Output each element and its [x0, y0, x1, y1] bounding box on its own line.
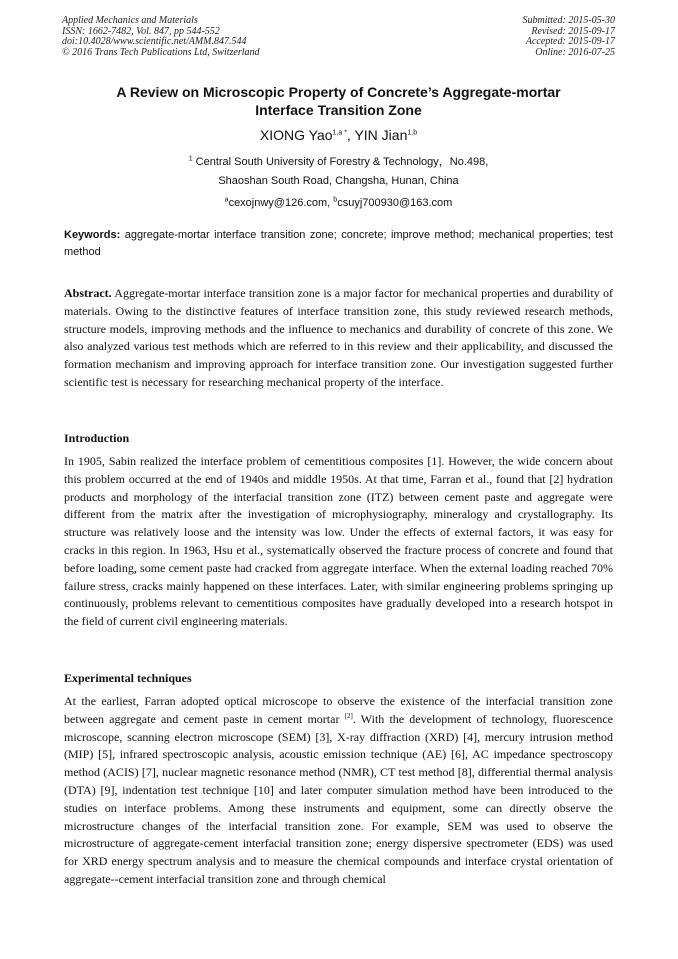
abstract	[64, 285, 613, 392]
author-2-affil: 1,b	[407, 129, 418, 137]
email-b-marker: b	[333, 196, 338, 204]
email-separator: ,	[327, 197, 334, 209]
affiliation-line-2: Shaoshan South Road, Changsha, Hunan, China	[218, 175, 459, 187]
keywords-text: aggregate-mortar interface transition zone; concrete; improve method; mechanical properties; test method	[64, 229, 613, 258]
affiliation-number: 1	[188, 155, 193, 163]
author-1: XIONG Yao	[259, 127, 333, 143]
abstract-label: Abstract.	[64, 286, 112, 300]
experimental-text-part-2: . With the development of technology, fluorescence microscope, scanning electron microscope (SEM) [3], X-ray diffraction (XRD) [4], mercury intrusion method (MIP) [5], infrared spectroscopic analysis, acoustic emission technique (AE) [6], AC impedance spectroscopy method (ACIS) [7], nuclear magnetic resonance method (NMR), CT test method [8], differential thermal analysis (DTA) [9], indentation test technique [10] and later computer simulation method have been introduced to the studies on interface problems. Among these instruments and equipment, some can directly observe the microstructure changes of the interfacial transition zone. For example, SEM was used to observe the microstructure of aggregate-cement interfacial transition zone; energy dispersive spectrometer (EDS) was used for XRD energy spectrum analysis and to measure the chemical compounds and interface crystal orientation of aggregate--cement interfacial transition zone and through chemical	[64, 711, 613, 886]
experimental-text	[64, 693, 613, 889]
email-a-marker: a	[224, 196, 229, 204]
author-1-affil: 1,a *	[332, 129, 347, 137]
introduction-text: In 1905, Sabin realized the interface problem of cementitious composites [1]. However, the wide concern about this problem occurred at the end of 1940s and middle 1950s. At that time, Farran et al., found that [2] hydration products and morphology of the interfacial transition zone (ITZ) between cement paste and aggregate were different from the matrix after the investigation of microphysiography, mineralogy and crystallography. Its structure was relatively loose and the intensity was low. Under the effects of external factors, it was easy for cracks in this region. In 1963, Hsu et al., systematically observed the fracture process of concrete and found that before loading, some cement paste had cracked from aggregate interface. When the external loading reached 70% failure stress, cracks mainly happened on these interfaces. Later, with similar engineering problems springing up continuously, problems relevant to cementitious composites have gradually developed into a research hotspot in the field of current civil engineering materials.	[64, 454, 613, 629]
paper-title	[62, 83, 615, 119]
abstract-text: Aggregate-mortar interface transition zone is a major factor for mechanical properties and durability of materials. Owing to the distinctive features of interface transition zone, this study reviewed research methods, structure models, improving methods and the influence to mechanics and durability of concrete of this zone. We also analyzed various test methods which are referred to in this review and their applicability, and discussed the formation mechanism and improving approach for interface transition zone. Our investigation suggested further scientific test is necessary for researching mechanical property of the interface.	[64, 286, 613, 389]
introduction-heading: Introduction	[64, 431, 130, 445]
journal-copyright: © 2016 Trans Tech Publications Ltd, Switzerland	[62, 46, 260, 58]
journal-header	[62, 16, 260, 58]
dates-header	[523, 16, 616, 58]
date-online: Online: 2016-07-25	[535, 46, 615, 58]
journal-issn: ISSN: 1662-7482, Vol. 847, pp 544-552	[62, 25, 220, 37]
date-accepted: Accepted: 2015-09-17	[525, 36, 615, 48]
email-a[interactable]: cexojnwy@126.com	[228, 197, 328, 209]
author-list	[62, 126, 615, 144]
affiliation-line-1: Central South University of Forestry & Technology，No.498,	[192, 156, 489, 168]
date-revised: Revised: 2015-09-17	[531, 25, 615, 37]
email-b[interactable]: csuyj700930@163.com	[337, 197, 453, 209]
author-separator: ,	[346, 127, 355, 143]
author-emails	[62, 196, 615, 210]
experimental-heading: Experimental techniques	[64, 671, 192, 685]
date-submitted: Submitted: 2015-05-30	[522, 15, 615, 26]
affiliation	[62, 153, 615, 191]
keywords	[64, 227, 613, 261]
keywords-label: Keywords:	[64, 229, 121, 241]
experimental-text-part-1: At the earliest, Farran adopted optical microscope to observe the existence of the interfacial transition zone between aggregate and cement paste in cement mortar	[64, 694, 613, 726]
journal-name: Applied Mechanics and Materials	[62, 15, 198, 26]
citation-ref[interactable]: [2]	[344, 711, 353, 720]
title-line-2: Interface Transition Zone	[255, 102, 422, 118]
author-2: YIN Jian	[354, 127, 408, 143]
title-line-1: A Review on Microscopic Property of Concrete’s Aggregate-mortar	[116, 84, 561, 100]
journal-doi[interactable]: doi:10.4028/www.scientific.net/AMM.847.544	[62, 36, 247, 48]
